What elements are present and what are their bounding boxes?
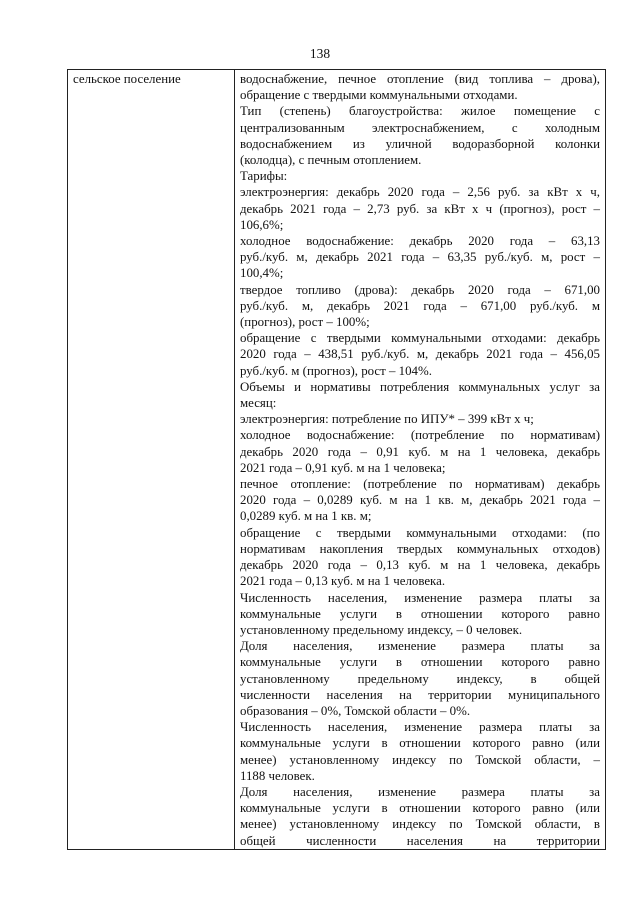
text-line: 0,0289 куб. м на 1 кв. м; bbox=[240, 509, 372, 524]
text-line: коммунальные услуги в отношении которого равно (или bbox=[240, 736, 600, 751]
text-line: печное отопление: (потребление по нормативам) декабрь bbox=[240, 477, 600, 492]
data-table bbox=[67, 69, 606, 850]
text-line: декабрь 2020 года – 0,91 куб. м на 1 человека, декабрь bbox=[240, 444, 600, 459]
text-line: обращение с твердыми коммунальными отходами. bbox=[240, 88, 518, 103]
text-line: 2021 года – 0,91 куб. м на 1 человека; bbox=[240, 460, 446, 475]
text-line: нормативам накопления твердых коммунальных отходов) bbox=[240, 541, 600, 556]
text-line: твердое топливо (дрова): декабрь 2020 года – 671,00 bbox=[240, 282, 600, 297]
text-line: руб./куб. м, декабрь 2021 года – 63,35 руб./куб. м, рост – bbox=[240, 250, 600, 265]
text-line: менее) установленному индексу по Томской области, в bbox=[240, 817, 600, 832]
text-line: обращение с твердыми коммунальными отходами: (по bbox=[240, 525, 600, 540]
text-line: общей численности населения на территории bbox=[240, 833, 600, 848]
text-line: 2021 года – 0,13 куб. м на 1 человека. bbox=[240, 574, 446, 589]
text-line: 2020 года – 438,51 руб./куб. м, декабрь 2021 года – 456,05 bbox=[240, 347, 600, 362]
text-line: установленному предельному индексу, в общей bbox=[240, 671, 600, 686]
text-line: образования – 0%, Томской области – 0%. bbox=[240, 703, 471, 718]
text-line: обращение с твердыми коммунальными отходами: декабрь bbox=[240, 331, 600, 346]
text-line: электроэнергия: потребление по ИПУ* – 399 кВт х ч; bbox=[240, 412, 534, 427]
text-line: Тип (степень) благоустройства: жилое помещение с bbox=[240, 104, 600, 119]
text-line: 100,4%; bbox=[240, 266, 284, 281]
text-line: коммунальные услуги в отношении которого равно bbox=[240, 606, 600, 621]
text-line: 106,6%; bbox=[240, 217, 284, 232]
text-line: руб./куб. м, декабрь 2021 года – 671,00 руб./куб. м bbox=[240, 298, 600, 313]
text-line: централизованным электроснабжением, с холодным bbox=[240, 120, 600, 135]
text-line: (прогноз), рост – 100%; bbox=[240, 315, 370, 330]
text-line: декабрь 2020 года – 0,13 куб. м на 1 человека, декабрь bbox=[240, 558, 600, 573]
text-line: коммунальные услуги в отношении которого равно (или bbox=[240, 801, 600, 816]
text-line: менее) установленному индексу по Томской области, – bbox=[240, 752, 600, 767]
text-line: 2020 года – 0,0289 куб. м на 1 кв. м, декабрь 2021 года – bbox=[240, 493, 600, 508]
page-number: 138 bbox=[309, 46, 331, 61]
text-line: коммунальные услуги в отношении которого равно bbox=[240, 655, 600, 670]
text-line: водоснабжение, печное отопление (вид топлива – дрова), bbox=[240, 72, 600, 86]
text-line: Доля населения, изменение размера платы за bbox=[240, 784, 600, 799]
settlement-type-cell: сельское поселение bbox=[68, 70, 235, 850]
text-line: холодное водоснабжение: (потребление по нормативам) bbox=[240, 428, 600, 443]
text-line: численности населения на территории муниципального bbox=[240, 687, 600, 702]
text-line: 1188 человек. bbox=[240, 768, 315, 783]
text-line: Численность населения, изменение размера платы за bbox=[240, 590, 600, 605]
text-line: Тарифы: bbox=[240, 169, 288, 184]
text-line: Доля населения, изменение размера платы за bbox=[240, 639, 600, 654]
description-cell bbox=[235, 70, 606, 850]
text-line: месяц: bbox=[240, 396, 277, 411]
text-line: Объемы и нормативы потребления коммунальных услуг за bbox=[240, 379, 600, 394]
text-line: электроэнергия: декабрь 2020 года – 2,56 руб. за кВт х ч, bbox=[240, 185, 600, 200]
text-line: декабрь 2021 года – 2,73 руб. за кВт х ч (прогноз), рост – bbox=[240, 201, 600, 216]
text-line: (колодца), с печным отоплением. bbox=[240, 153, 422, 168]
text-line: водоснабжением из уличной водоразборной колонки bbox=[240, 136, 600, 151]
text-line: Численность населения, изменение размера платы за bbox=[240, 720, 600, 735]
text-line: холодное водоснабжение: декабрь 2020 года – 63,13 bbox=[240, 234, 600, 249]
table-row bbox=[68, 70, 606, 850]
text-line: установленному предельному индексу, – 0 человек. bbox=[240, 622, 523, 637]
text-line: руб./куб. м (прогноз), рост – 104%. bbox=[240, 363, 432, 378]
